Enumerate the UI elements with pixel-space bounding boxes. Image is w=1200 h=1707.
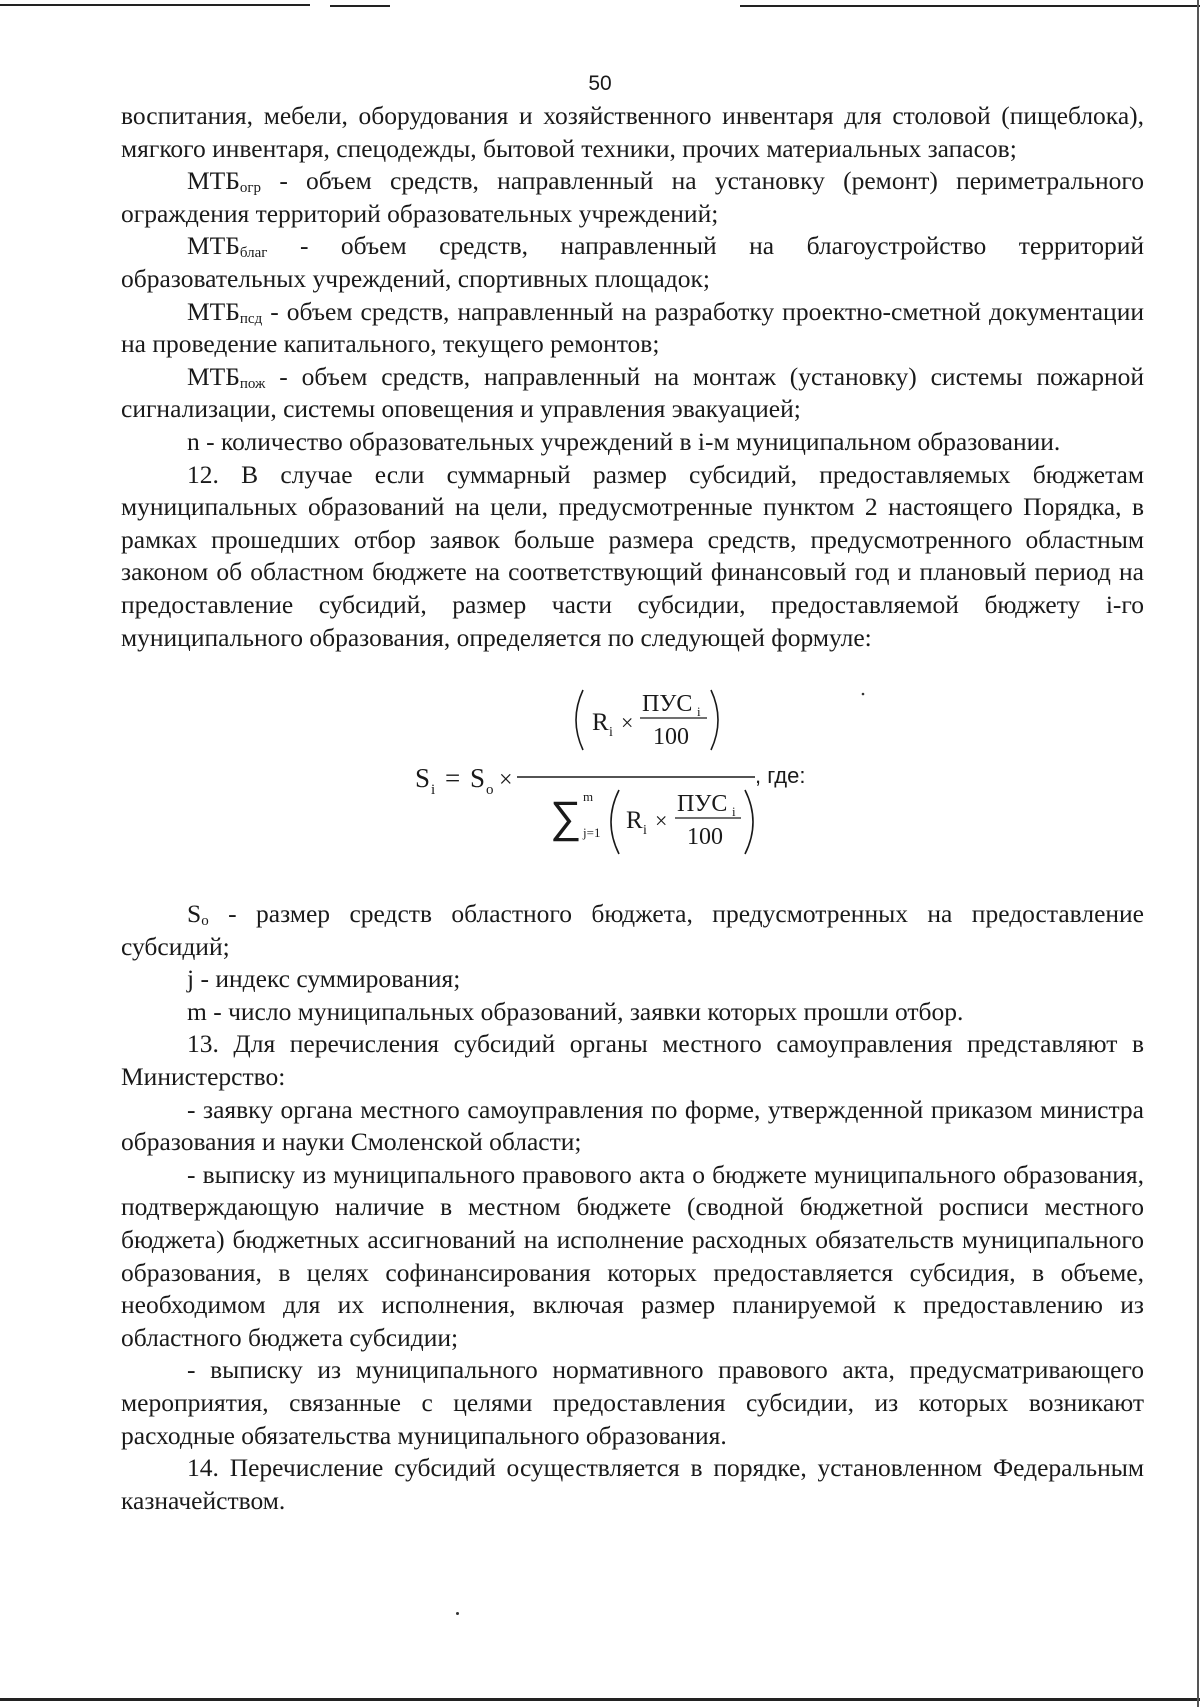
formula-eq: = <box>445 763 461 794</box>
formula-num-pus-sub: i <box>697 704 701 720</box>
formula-num-r: R <box>592 709 609 737</box>
paragraph-mtb-blag: $МТБ_{благ}$ - объем средств, направленный на благоустройство территорий образовательных учреждений, спортивных площадок; <box>121 231 1144 293</box>
formula-sum-top: m <box>583 789 594 805</box>
formula-lhs-sub: i <box>431 782 436 799</box>
scan-top-line-right <box>740 5 1200 7</box>
formula-num-100: 100 <box>653 724 689 751</box>
scan-dot-bottom <box>456 1612 459 1615</box>
formula-den-pus-sub: i <box>732 804 736 820</box>
formula-sum-sign: ∑ <box>550 793 582 843</box>
paragraph-mtb-pozh: $МТБ_{пож}$ - объем средств, направленный на монтаж (установку) системы пожарной сигнализации, системы оповещения и управления эвакуацией; <box>121 361 1144 424</box>
scan-right-edge <box>1197 0 1199 1707</box>
formula-den-r-sub: i <box>643 823 647 839</box>
formula-num-right-paren <box>711 690 718 750</box>
formula-num-r-sub: i <box>609 725 613 741</box>
formula-s0: S <box>470 763 486 794</box>
scan-top-line-mid <box>330 5 390 7</box>
paragraph-13-item-3: - выписку из муниципального нормативного правового акта, предусматривающего мероприятия, связанные с целями предоставления субсидии, из которых возникают расходные обязательства муниципального образования. <box>121 1355 1144 1450</box>
formula-suffix: , где: <box>755 763 806 789</box>
paragraph-13: 13. Для перечисления субсидий органы местного самоуправления представляют в Министерство: <box>121 1029 1144 1092</box>
scan-bottom-line <box>0 1698 1200 1701</box>
formula-den-pus: ПУС <box>677 791 728 818</box>
paragraph-j-definition: j - индекс суммирования; <box>187 964 461 994</box>
formula-times-main: × <box>499 767 513 794</box>
paragraph-13-item-2: - выписку из муниципального правового акта о бюджете муниципального образования, подтверждающую наличие в местном бюджете (сводной бюджетной росписи местного бюджета) бюджетных ассигнований на исполнение расходных обязательств муниципального образования, в целях софинансирования которых предоставляется субсидия, в объеме, необходимом для их исполнения, включая размер планируемой к предоставлению из областного бюджета субсидии; <box>121 1159 1144 1352</box>
formula-den-r: R <box>626 807 643 835</box>
formula-s0-sub: o <box>486 782 494 799</box>
formula-den-right-paren <box>745 790 753 854</box>
paragraph-14: 14. Перечисление субсидий осуществляется в порядке, установленном Федеральным казначейством. <box>121 1453 1144 1515</box>
formula-sum-bottom: j=1 <box>583 825 601 841</box>
page-number: 50 <box>588 72 612 95</box>
formula-svg <box>121 672 1144 898</box>
paragraph-s0-definition: $S_o$ - размер средств областного бюджета, предусмотренных на предоставление субсидий; <box>121 899 1144 961</box>
formula-lhs: S <box>415 763 431 794</box>
paragraph-12: 12. В случае если суммарный размер субсидий, предоставляемых бюджетам муниципальных образований на цели, предусмотренные пунктом 2 настоящего Порядка, в рамках прошедших отбор заявок больше размера средств, предусмотренного областным законом об областном бюджете на соответствующий финансовый год и плановый период на предоставление субсидий, размер части субсидии, предоставляемой бюджету i-го муниципального образования, определяется по следующей формуле: <box>121 459 1144 652</box>
paragraph-mtb-psd: $МТБ_{псд}$ - объем средств, направленный на разработку проектно-сметной документации на проведение капитального, текущего ремонтов; <box>121 296 1144 359</box>
scan-speck <box>862 693 865 696</box>
paragraph-m-definition: m - число муниципальных образований, заявки которых прошли отбор. <box>187 996 964 1026</box>
formula-num-times: × <box>621 710 634 736</box>
paragraph-n-definition: n - количество образовательных учреждений в i-м муниципальном образовании. <box>187 426 1061 456</box>
paragraph-13-item-1: - заявку органа местного самоуправления по форме, утвержденной приказом министра образования и науки Смоленской области; <box>121 1094 1144 1157</box>
formula-den-left-paren <box>611 790 619 854</box>
subsidy-formula <box>121 672 1144 898</box>
document-body <box>121 100 1144 1517</box>
paragraph-mtb-ogr: $МТБ_{огр}$ - объем средств, направленный на установку (ремонт) периметрального ограждения территорий образовательных учреждений; <box>121 166 1144 228</box>
formula-num-left-paren <box>576 690 583 750</box>
formula-den-100: 100 <box>687 824 723 851</box>
scan-top-line-left <box>0 4 310 6</box>
formula-num-pus: ПУС <box>642 691 693 718</box>
paragraph-continuation: воспитания, мебели, оборудования и хозяйственного инвентаря для столовой (пищеблока), мягкого инвентаря, спецодежды, бытовой техники, прочих материальных запасов; <box>121 101 1144 163</box>
formula-den-times: × <box>655 808 668 834</box>
